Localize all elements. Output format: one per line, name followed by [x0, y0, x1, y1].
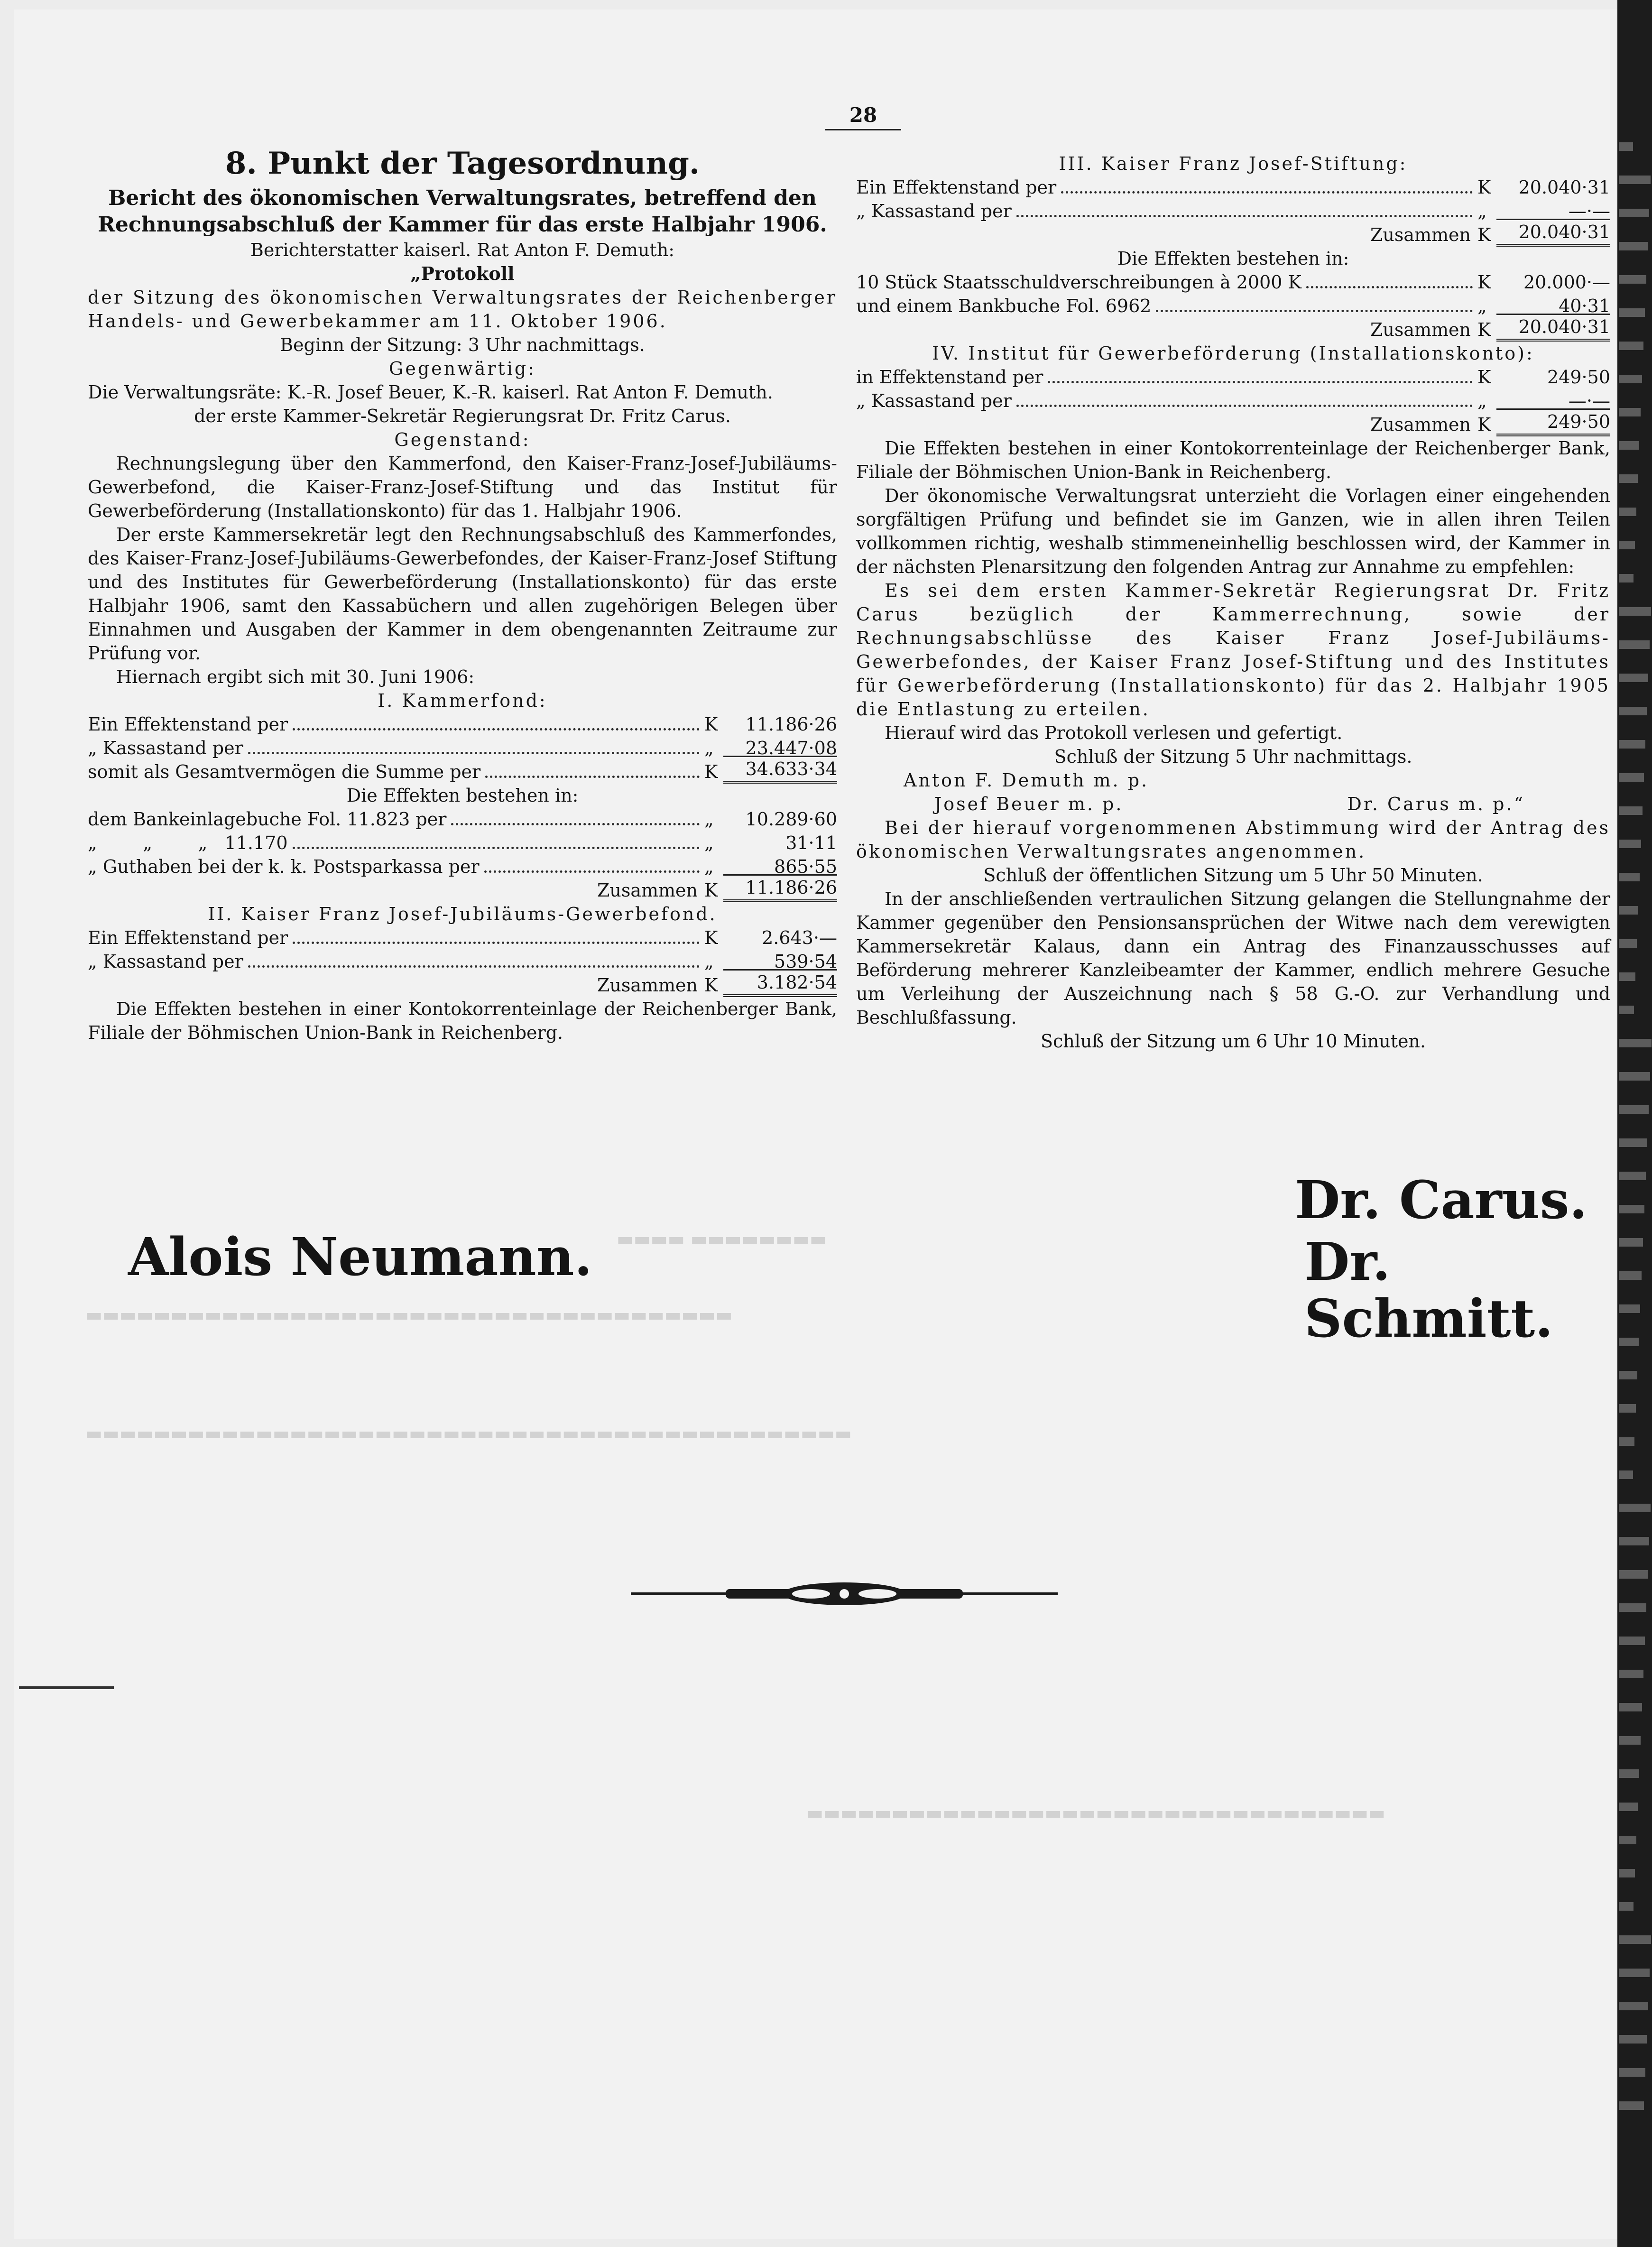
ledger-total-row	[88, 973, 837, 997]
ledger-amount: —·—	[1568, 390, 1610, 411]
ledger-label: Zusammen	[1370, 224, 1471, 245]
bleed-through-text: ▬▬▬▬ ▬▬▬▬▬▬▬▬	[617, 1229, 827, 1249]
section-title: I. Kammerfond:	[378, 690, 547, 711]
leader-dots	[1016, 215, 1473, 217]
ledger-label: dem Bankeinlagebuche Fol. 11.823 per	[88, 809, 447, 830]
ledger-label: und einem Bankbuche Fol. 6962	[856, 296, 1152, 316]
edge-text-fragment	[1619, 773, 1644, 782]
right-column	[856, 152, 1610, 1053]
edge-text-fragment	[1619, 541, 1635, 549]
ledger-label: „ Kassastand per	[856, 201, 1012, 222]
leader-dots	[293, 942, 700, 944]
ledger-amount: 20.040·31	[1496, 314, 1610, 342]
signature-right-1: Dr. Carus.	[1295, 1169, 1587, 1230]
edge-text-fragment	[1619, 1138, 1647, 1147]
ledger-amount: 40·31	[1559, 296, 1610, 316]
ledger-amount: 249·50	[1496, 408, 1610, 436]
ledger-total-row	[88, 878, 837, 902]
ledger-currency: „	[1477, 296, 1487, 316]
edge-text-fragment	[1619, 1172, 1646, 1180]
edge-text-fragment	[1619, 1504, 1651, 1512]
ledger-row	[856, 270, 1610, 294]
edge-text-fragment	[1619, 1072, 1650, 1081]
ledger-row	[856, 365, 1610, 389]
ledger-currency: K	[704, 927, 718, 948]
ledger-currency: K	[1477, 414, 1491, 435]
ledger-label: Ein Effektenstand per	[856, 177, 1057, 198]
report-subheading: Bericht des ökonomischen Verwaltungsrates, betreffend den Rechnungsabschluß der Kammer für das erste Halbjahr 1906.	[98, 186, 827, 237]
edge-text-fragment	[1619, 1670, 1643, 1678]
leader-dots	[485, 776, 700, 778]
edge-text-fragment	[1619, 375, 1642, 383]
edge-text-fragment	[1619, 1769, 1639, 1778]
ledger-amount: 2.643·—	[762, 927, 837, 948]
leader-dots	[451, 823, 700, 825]
agenda-heading: 8. Punkt der Tagesordnung.	[225, 146, 700, 181]
edge-text-fragment	[1619, 1736, 1641, 1745]
edge-text-fragment	[1619, 1404, 1636, 1413]
ledger-currency: K	[704, 714, 718, 735]
edge-text-fragment	[1619, 906, 1638, 915]
ledger-total-row	[856, 413, 1610, 436]
ledger-currency: K	[1477, 272, 1491, 293]
ledger-amount: 11.186·26	[723, 874, 837, 902]
ledger-amount: 20.040·31	[1496, 219, 1610, 247]
bleed-through-text: ▬▬▬▬▬▬▬▬▬▬▬▬▬▬▬▬▬▬▬▬▬▬▬▬▬▬▬▬▬▬▬▬▬▬▬▬▬▬▬▬▬▬▬▬▬	[85, 1423, 852, 1444]
ledger-label: somit als Gesamtvermögen die Summe per	[88, 761, 481, 782]
ledger-row	[88, 807, 837, 831]
edge-text-fragment	[1619, 1006, 1634, 1014]
ledger-currency: K	[1477, 177, 1491, 198]
ledger-currency: „	[704, 809, 714, 830]
edge-text-fragment	[1619, 674, 1648, 682]
edge-text-fragment	[1619, 574, 1634, 583]
paragraph: Der ökonomische Verwaltungsrat unterzieht die Vorlagen einer eingehenden sorgfältigen Prüfung und befindet sie im Ganzen, wie in allen ihren Teilen vollkommen richtig, weshalb stimmeneinhellig beschlossen wird, der Kammer in der nächsten Plenarsitzung den folgenden Antrag zur Annahme zu empfehlen:	[856, 485, 1610, 577]
edge-text-fragment	[1619, 1935, 1651, 1944]
margin-mark	[19, 1686, 114, 1689]
leader-dots	[248, 965, 700, 968]
paragraph: Hiernach ergibt sich mit 30. Juni 1906:	[116, 666, 475, 687]
ledger-label: 10 Stück Staatsschuldverschreibungen à 2000 K	[856, 272, 1301, 293]
ledger-row	[88, 712, 837, 736]
edge-text-fragment	[1619, 640, 1650, 649]
ledger-row	[88, 926, 837, 950]
edge-text-fragment	[1619, 1637, 1645, 1645]
protokoll-label: „Protokoll	[410, 263, 515, 284]
edge-text-fragment	[1619, 275, 1646, 284]
section-title: III. Kaiser Franz Josef-Stiftung:	[1059, 153, 1408, 174]
ledger-row	[88, 831, 837, 855]
edge-text-fragment	[1619, 308, 1645, 317]
ledger-amount: 865·55	[774, 856, 837, 877]
signature-left: Alois Neumann.	[128, 1226, 592, 1287]
edge-text-fragment	[1619, 508, 1636, 516]
page-number-rule	[825, 129, 901, 130]
edge-text-fragment	[1619, 1205, 1644, 1213]
section-title: II. Kaiser Franz Josef-Jubiläums-Gewerbefond.	[208, 904, 717, 925]
session-end: Schluß der Sitzung um 6 Uhr 10 Minuten.	[1040, 1031, 1426, 1052]
paragraph: Bei der hierauf vorgenommenen Abstimmung wird der Antrag des ökonomischen Verwaltungsrates angenommen.	[856, 817, 1610, 862]
edge-text-fragment	[1619, 939, 1637, 948]
ledger-currency: „	[704, 832, 714, 853]
edge-text-fragment	[1619, 2035, 1647, 2044]
edge-text-fragment	[1619, 209, 1649, 217]
ledger-currency: K	[704, 761, 718, 782]
session-start: Beginn der Sitzung: 3 Uhr nachmittags.	[280, 334, 645, 355]
ledger-currency: K	[704, 975, 718, 996]
ledger-amount: 249·50	[1547, 367, 1610, 388]
page-number: 28	[849, 103, 877, 127]
ledger-amount: 20.000·—	[1523, 272, 1610, 293]
section-subtitle: Die Effekten bestehen in:	[1117, 248, 1349, 269]
ledger-label: Zusammen	[597, 975, 698, 996]
edge-text-fragment	[1619, 873, 1640, 881]
edge-text-fragment	[1619, 441, 1639, 450]
present-members: Die Verwaltungsräte: K.-R. Josef Beuer, K.-R. kaiserl. Rat Anton F. Demuth.	[88, 382, 773, 403]
signatory: Anton F. Demuth m. p.	[904, 770, 1149, 791]
ledger-amount: 11.186·26	[745, 714, 837, 735]
present-secretary: der erste Kammer-Sekretär Regierungsrat Dr. Fritz Carus.	[194, 406, 731, 426]
edge-text-fragment	[1619, 1039, 1652, 1047]
ledger-total-row	[856, 223, 1610, 247]
ledger-label: „ Guthaben bei der k. k. Postsparkassa per	[88, 856, 480, 877]
ledger-currency: „	[1477, 390, 1487, 411]
protokoll-text: der Sitzung des ökonomischen Verwaltungsrates der Reichenberger Handels- und Gewerbekammer am 11. Oktober 1906.	[88, 287, 837, 332]
leader-dots	[1156, 310, 1473, 312]
paragraph: Die Effekten bestehen in einer Kontokorrenteinlage der Reichenberger Bank, Filiale der Böhmischen Union-Bank in Reichenberg.	[88, 999, 837, 1043]
edge-text-fragment	[1619, 408, 1641, 416]
ledger-label: „ „ „ 11.170	[88, 832, 288, 853]
session-end: Schluß der öffentlichen Sitzung um 5 Uhr 50 Minuten.	[983, 865, 1483, 886]
edge-text-fragment	[1619, 607, 1651, 616]
edge-text-fragment	[1619, 242, 1648, 250]
subject-text: Rechnungslegung über den Kammerfond, den Kaiser-Franz-Josef-Jubiläums-Gewerbefond, die Kaiser-Franz-Josef-Stiftung und das Institut für Gewerbeförderung (Installationskonto) für das 1. Halbjahr 1906.	[88, 453, 837, 521]
ledger-label: „ Kassastand per	[88, 951, 243, 972]
ledger-currency: „	[1477, 201, 1487, 222]
ledger-row	[856, 176, 1610, 199]
bleed-through-text: ▬▬▬▬▬▬▬▬▬▬▬▬▬▬▬▬▬▬▬▬▬▬▬▬▬▬▬▬▬▬▬▬▬▬	[806, 1803, 1385, 1823]
edge-text-fragment	[1619, 142, 1633, 151]
edge-text-fragment	[1619, 474, 1638, 483]
ledger-amount: 34.633·34	[723, 756, 837, 784]
bleed-through-text: ▬▬▬▬▬▬▬▬▬▬▬▬▬▬▬▬▬▬▬▬▬▬▬▬▬▬▬▬▬▬▬▬▬▬▬▬▬▬	[85, 1304, 733, 1325]
edge-text-fragment	[1619, 1437, 1634, 1446]
leader-dots	[484, 870, 700, 873]
edge-text-fragment	[1619, 1803, 1638, 1811]
edge-text-fragment	[1619, 1537, 1649, 1545]
ledger-amount: —·—	[1568, 201, 1610, 222]
edge-text-fragment	[1619, 1570, 1648, 1579]
paragraph: Hierauf wird das Protokoll verlesen und gefertigt.	[885, 722, 1343, 743]
edge-text-fragment	[1619, 1902, 1634, 1911]
ledger-amount: 3.182·54	[723, 969, 837, 997]
ledger-currency: K	[1477, 319, 1491, 340]
ledger-currency: K	[704, 880, 718, 901]
paragraph: In der anschließenden vertraulichen Sitzung gelangen die Stellungnahme der Kammer gegenüber den Pensionsansprüchen der Witwe nach dem verewigten Kammersekretär Kalaus, dann ein Antrag des Finanzausschusses auf Beförderung mehrerer Kanzleibeamter der Kammer, endlich mehrere Gesuche um Verleihung der Auszeichnung nach § 58 G.-O. zur Verhandlung und Beschlußfassung.	[856, 888, 1610, 1028]
signatory: Dr. Carus m. p.“	[1347, 794, 1525, 814]
ledger-label: Zusammen	[597, 880, 698, 901]
ledger-label: Zusammen	[1370, 319, 1471, 340]
adjacent-page-edge	[1617, 0, 1652, 2247]
ledger-currency: „	[704, 951, 714, 972]
ledger-amount: 20.040·31	[1518, 177, 1610, 198]
ledger-amount: 31·11	[785, 832, 837, 853]
ledger-label: Zusammen	[1370, 414, 1471, 435]
ledger-currency: K	[1477, 224, 1491, 245]
edge-text-fragment	[1619, 707, 1647, 715]
left-column	[88, 142, 837, 1045]
leader-dots	[293, 847, 700, 849]
session-end: Schluß der Sitzung 5 Uhr nachmittags.	[1054, 746, 1412, 767]
leader-dots	[248, 752, 700, 754]
leader-dots	[293, 728, 700, 731]
signature-right-2: Dr. Schmitt.	[1304, 1231, 1553, 1349]
edge-text-fragment	[1619, 2068, 1645, 2077]
edge-text-fragment	[1619, 1105, 1649, 1114]
signatory: Josef Beuer m. p.	[934, 794, 1124, 814]
ledger-total-row	[856, 318, 1610, 342]
edge-text-fragment	[1619, 1836, 1636, 1844]
edge-text-fragment	[1619, 1969, 1650, 1977]
edge-text-fragment	[1619, 1603, 1646, 1612]
edge-text-fragment	[1619, 176, 1651, 184]
edge-text-fragment	[1619, 1869, 1635, 1877]
subject-label: Gegenstand:	[394, 429, 531, 450]
ledger-label: Ein Effektenstand per	[88, 927, 288, 948]
edge-text-fragment	[1619, 1371, 1637, 1379]
ledger-currency: „	[704, 738, 714, 758]
leader-dots	[1061, 191, 1473, 194]
signatory-row	[856, 792, 1610, 816]
paragraph: Der erste Kammersekretär legt den Rechnungsabschluß des Kammerfondes, des Kaiser-Franz-Josef-Jubiläums-Gewerbefondes, der Kaiser-Franz-Josef Stiftung und des Institutes für Gewerbeförderung (Installationskonto) für das erste Halbjahr 1906, samt den Kassabüchern und allen zugehörigen Belegen über Einnahmen und Ausgaben der Kammer in dem obengenannten Zeitraume zur Prüfung vor.	[88, 524, 837, 664]
ledger-label: in Effektenstand per	[856, 367, 1043, 388]
leader-dots	[1048, 381, 1473, 383]
ledger-currency: K	[1477, 367, 1491, 388]
edge-text-fragment	[1619, 806, 1643, 815]
edge-text-fragment	[1619, 2101, 1644, 2110]
edge-text-fragment	[1619, 840, 1641, 848]
ledger-amount: 23.447·08	[745, 738, 837, 758]
leader-dots	[1016, 405, 1473, 407]
ledger-amount: 10.289·60	[745, 809, 837, 830]
ledger-label: „ Kassastand per	[88, 738, 243, 758]
edge-text-fragment	[1619, 342, 1643, 350]
ledger-amount: 539·54	[774, 951, 837, 972]
ledger-label: „ Kassastand per	[856, 390, 1012, 411]
paragraph: Die Effekten bestehen in einer Kontokorrenteinlage der Reichenberger Bank, Filiale der Böhmischen Union-Bank in Reichenberg.	[856, 438, 1610, 482]
ledger-currency: „	[704, 856, 714, 877]
section-subtitle: Die Effekten bestehen in:	[346, 785, 579, 806]
edge-text-fragment	[1619, 740, 1645, 749]
ornamental-divider-icon	[631, 1580, 1058, 1608]
ledger-label: Ein Effektenstand per	[88, 714, 288, 735]
edge-text-fragment	[1619, 2002, 1648, 2010]
leader-dots	[1306, 286, 1473, 288]
ledger-row	[88, 760, 837, 784]
edge-text-fragment	[1619, 972, 1635, 981]
present-label: Gegenwärtig:	[388, 358, 536, 379]
edge-text-fragment	[1619, 1703, 1642, 1711]
section-title: IV. Institut für Gewerbeförderung (Installationskonto):	[932, 343, 1534, 364]
reporter-line: Berichterstatter kaiserl. Rat Anton F. Demuth:	[250, 240, 675, 260]
edge-text-fragment	[1619, 1470, 1633, 1479]
motion-text: Es sei dem ersten Kammer-Sekretär Regierungsrat Dr. Fritz Carus bezüglich der Kammerrechnung, sowie der Rechnungsabschlüsse des Kaiser Franz Josef-Jubiläums-Gewerbefondes, der Kaiser Franz Josef-Stiftung und des Institutes für Gewerbeförderung (Installationskonto) für das 2. Halbjahr 1905 die Entlastung zu erteilen.	[856, 580, 1610, 720]
